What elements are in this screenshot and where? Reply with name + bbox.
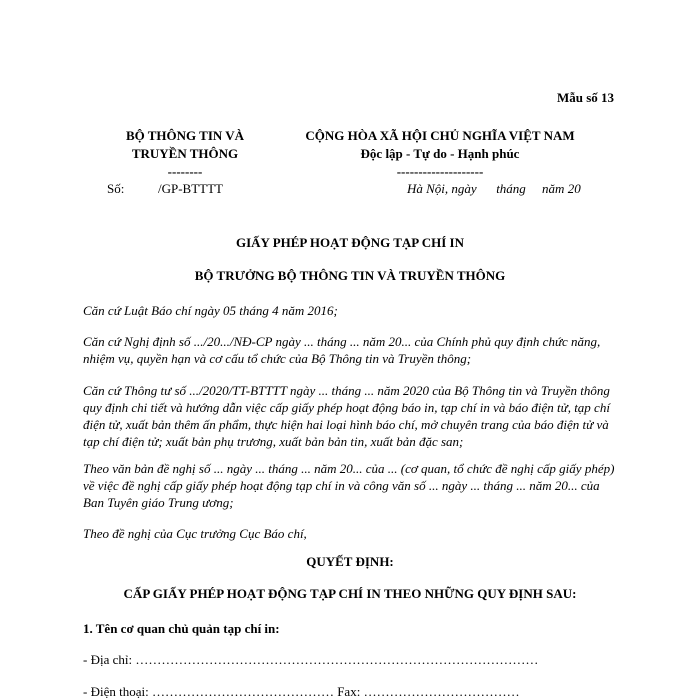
preamble-paragraph: Căn cứ Nghị định số .../20.../NĐ-CP ngày ... tháng ... năm 20... của Chính phủ quy định chức năng, nhiệm vụ, quyền hạn và cơ cấu tổ chức của Bộ Thông tin và Truyền thông; (83, 334, 601, 366)
nation-divider: -------------------- (396, 164, 484, 179)
preamble-paragraph: Theo văn bản đề nghị số ... ngày ... tháng ... năm 20... của ... (cơ quan, tổ chức đề nghị cấp giấy phép) về việc đề nghị cấp giấy phép hoạt động tạp chí in và công văn số ... ngày ... tháng ... năm 20... của Ban Tuyên giáo Trung ương; (83, 461, 615, 510)
nation-name: CỘNG HÒA XÃ HỘI CHỦ NGHĨA VIỆT NAM (305, 128, 575, 143)
place-date: Hà Nội, ngày tháng năm 20 (407, 181, 581, 196)
document-title: GIẤY PHÉP HOẠT ĐỘNG TẠP CHÍ IN (235, 235, 464, 250)
preamble-paragraph: Theo đề nghị của Cục trưởng Cục Báo chí, (83, 526, 307, 541)
nation-motto: Độc lập - Tự do - Hạnh phúc (360, 146, 520, 161)
address-field: - Địa chỉ: ………………………………………………………………………………… (83, 652, 539, 667)
document-number (107, 181, 223, 197)
section-1-heading: 1. Tên cơ quan chủ quản tạp chí in: (83, 621, 280, 636)
document-number-value: /GP-BTTTT (158, 181, 223, 196)
phone-fax-field: - Điện thoại: …………………………………… Fax: ……………………………… (83, 684, 520, 699)
preamble-paragraph: Căn cứ Thông tư số .../2020/TT-BTTTT ngày ... tháng ... năm 2020 của Bộ Thông tin và Truyền thông quy định chi tiết và hướng dẫn việc cấp giấy phép hoạt động báo in, tạp chí in và báo điện tử, tạp chí điện tử, xuất bản thêm ấn phẩm, thực hiện hai loại hình báo chí, mở chuyên trang của báo điện tử và tạp chí điện tử; xuất bản phụ trương, xuất bản bản tin, xuất bản đặc san; (83, 383, 610, 449)
issuing-agency (90, 127, 280, 181)
form-number: Mẫu số 13 (557, 90, 615, 105)
decision-heading: QUYẾT ĐỊNH: (306, 554, 394, 569)
document-number-label: Số: (107, 181, 125, 196)
agency-name-line1: BỘ THÔNG TIN VÀ (125, 128, 245, 143)
preamble-paragraph: Căn cứ Luật Báo chí ngày 05 tháng 4 năm 2016; (83, 303, 338, 318)
agency-divider: -------- (167, 164, 203, 179)
agency-name-line2: TRUYỀN THÔNG (131, 146, 239, 161)
decision-subheading: CẤP GIẤY PHÉP HOẠT ĐỘNG TẠP CHÍ IN THEO NHỮNG QUY ĐỊNH SAU: (123, 586, 577, 601)
national-header (280, 127, 600, 181)
issuing-authority: BỘ TRƯỞNG BỘ THÔNG TIN VÀ TRUYỀN THÔNG (194, 268, 506, 283)
